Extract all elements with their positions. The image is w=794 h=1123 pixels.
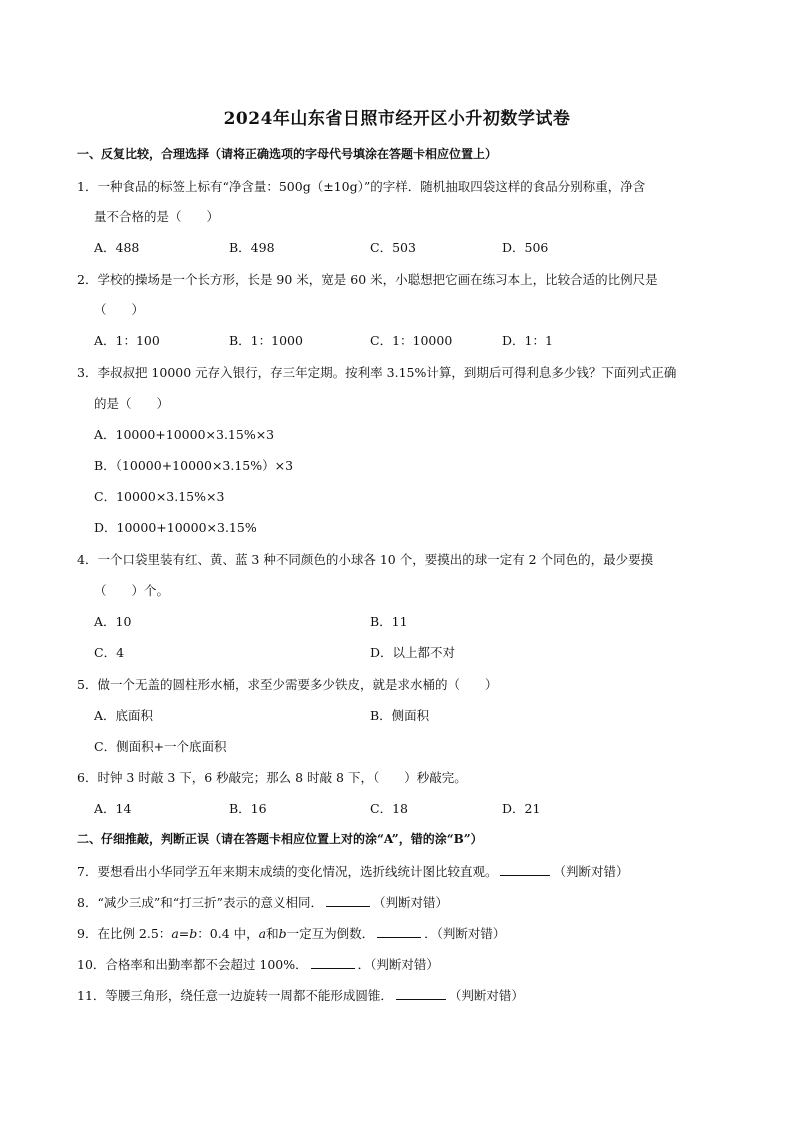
q10-suffix: ．（判断对错） [357, 957, 439, 972]
q6-option-d: D．21 [502, 801, 541, 816]
q5-option-a: A．底面积 [94, 708, 154, 723]
q9-var-a-2: a [258, 926, 267, 941]
q4-line-1: 4．一个口袋里装有红、黄、蓝 3 种不同颜色的小球各 10 个，要摸出的球一定有 2 个同色的，最少要摸 [77, 552, 654, 567]
q2-line-1: 2．学校的操场是一个长方形，长是 90 米，宽是 60 米，小聪想把它画在练习本上，比较合适的比例尺是 [77, 272, 658, 287]
q3-line-2: 的是（ ） [94, 396, 170, 411]
q11 [77, 986, 524, 1004]
q10-answer-blank [311, 958, 355, 969]
q5-option-b: B．侧面积 [370, 708, 430, 723]
q8-answer-blank [326, 896, 370, 907]
q1-line-1: 1．一种食品的标签上标有“净含量：500g（±10g）”的字样．随机抽取四袋这样的食品分别称重，净含 [77, 179, 646, 194]
q8-suffix: （判断对错） [373, 895, 449, 910]
q9-var-b-2: b [278, 926, 287, 941]
q9 [77, 924, 505, 942]
q4-option-b: B．11 [370, 614, 408, 629]
q9-suffix: ．（判断对错） [424, 926, 506, 941]
q6-option-b: B．16 [229, 801, 267, 816]
q5-option-c: C．侧面积+一个底面积 [94, 739, 227, 754]
q7 [77, 862, 628, 880]
q8-text: 8．“减少三成”和“打三折”表示的意义相同． [77, 895, 324, 910]
q9-equals: = [178, 926, 190, 941]
q9-var-b: b [189, 926, 198, 941]
q11-suffix: （判断对错） [448, 988, 524, 1003]
q3-line-1: 3．李叔叔把 10000 元存入银行，存三年定期。按利率 3.15%计算，到期后可得利息多少钱？下面列式正确 [77, 365, 677, 380]
q11-answer-blank [396, 989, 446, 1000]
q9-var-a: a [171, 926, 179, 941]
q3-option-b: B．（10000+10000×3.15%）×3 [94, 458, 294, 473]
q6-line-1: 6．时钟 3 时敲 3 下，6 秒敲完；那么 8 时敲 8 下，（ ）秒敲完。 [77, 770, 467, 785]
q3-option-c: C．10000×3.15%×3 [94, 489, 225, 504]
q2-option-c: C．1：10000 [370, 333, 453, 348]
q2-option-b: B．1：1000 [229, 333, 303, 348]
q6-option-c: C．18 [370, 801, 408, 816]
q1-line-2: 量不合格的是（ ） [94, 209, 220, 224]
q9-text-3: 一定互为倒数． [286, 926, 375, 941]
q1-option-c: C．503 [370, 240, 416, 255]
q4-option-c: C．4 [94, 645, 125, 660]
q6-option-a: A．14 [94, 801, 132, 816]
q2-line-2: （ ） [94, 302, 145, 317]
q3-option-a: A．10000+10000×3.15%×3 [94, 427, 275, 442]
q9-text-1: 9．在比例 2.5： [77, 926, 172, 941]
page-title: 2024年山东省日照市经开区小升初数学试卷 [223, 109, 571, 129]
q8 [77, 893, 448, 911]
q1-option-b: B．498 [229, 240, 275, 255]
q3-option-d: D．10000+10000×3.15% [94, 520, 257, 535]
q11-text: 11．等腰三角形，绕任意一边旋转一周都不能形成圆锥． [77, 988, 393, 1003]
q4-option-a: A．10 [94, 614, 132, 629]
section-1-heading: 一、反复比较，合理选择（请将正确选项的字母代号填涂在答题卡相应位置上） [77, 147, 498, 161]
q2-option-a: A．1：100 [94, 333, 160, 348]
q9-text-2: ：0.4 中， [197, 926, 259, 941]
q1-option-d: D．506 [502, 240, 549, 255]
q10 [77, 955, 439, 973]
q9-and: 和 [266, 926, 279, 941]
q5-line-1: 5．做一个无盖的圆柱形水桶，求至少需要多少铁皮，就是求水桶的（ ） [77, 677, 498, 692]
q7-text: 7．要想看出小华同学五年来期末成绩的变化情况，选折线统计图比较直观。 [77, 864, 498, 879]
q7-answer-blank [500, 865, 550, 876]
section-2-heading: 二、仔细推敲，判断正误（请在答题卡相应位置上对的涂“A”，错的涂“B”） [77, 832, 483, 846]
q10-text: 10．合格率和出勤率都不会超过 100%． [77, 957, 308, 972]
q4-line-2: （ ）个。 [94, 583, 170, 598]
q7-suffix: （判断对错） [553, 864, 629, 879]
q2-option-d: D．1：1 [502, 333, 553, 348]
q1-option-a: A．488 [94, 240, 140, 255]
q4-option-d: D．以上都不对 [370, 645, 456, 660]
q9-answer-blank [377, 927, 421, 938]
